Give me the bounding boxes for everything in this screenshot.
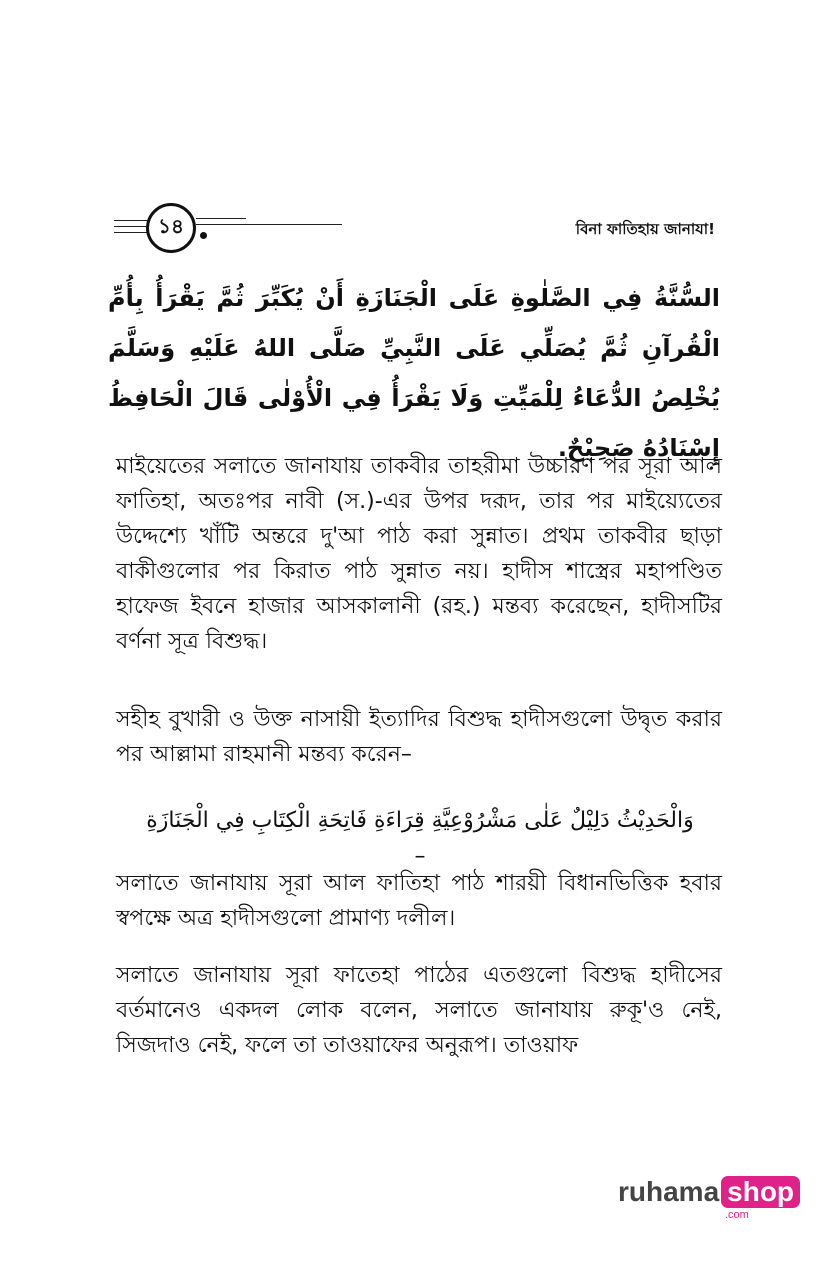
logo-text-com: .com xyxy=(725,1209,749,1221)
page-number: ১৪ xyxy=(158,213,184,238)
page-number-badge xyxy=(146,203,196,253)
arabic-quote: وَالْحَدِيْثُ دَلِيْلٌ عَلٰى مَشْرُوْعِيَّةِ قِرَاءَةِ فَاتِحَةِ الْكِتَابِ فِي الْجَنَازَةِ – xyxy=(146,808,694,869)
logo-text-shop: shop xyxy=(721,1176,800,1208)
arabic-hadith-block: السُّنَّةُ فِي الصَّلٰوةِ عَلَى الْجَنَازَةِ أَنْ يُكَبِّرَ ثُمَّ يَقْرَأُ بِأُمِّ الْقُرآنِ ثُمَّ يُصَلِّي عَلَى النَّبِيِّ صَلَّى اللهُ عَلَيْهِ وَسَلَّمَ يُخْلِصُ الدُّعَاءُ لِلْمَيِّتِ وَلَا يَقْرَأُ فِي الْأُوْلٰى قَالَ الْحَافِظُ إِسْنَادُهُ صَحِيْحٌ. xyxy=(108,284,720,462)
header-dot xyxy=(200,232,207,239)
running-title: বিনা ফাতিহায় জানাযা! xyxy=(575,220,715,238)
header-rule-mid-1 xyxy=(196,218,246,219)
paragraph-4: সলাতে জানাযায় সূরা ফাতেহা পাঠের এতগুলো বিশুদ্ধ হাদীসের বর্তমানেও একদল লোক বলেন, সলাতে জানাযায় রুকূ'ও নেই, সিজদাও নেই, ফলে তা তাওয়াফের অনুরূপ। তাওয়াফ xyxy=(116,963,722,1058)
paragraph-1: মাইয়েতের সলাতে জানাযায় তাকবীর তাহরীমা উচ্চারণ পর সূরা আল ফাতিহা, অতঃপর নাবী (স.)-এর উপর দরূদ, তার পর মাইয়্যেতের উদ্দেশ্যে খাঁটি অন্তরে দু'আ পাঠ করা সুন্নাত। প্রথম তাকবীর ছাড়া বাকীগুলোর পর কিরাত পাঠ সুন্নাত নয়। হাদীস শাস্ত্রের মহাপণ্ডিত হাফেজ ইবনে হাজার আসকালানী (রহ.) মন্তব্য করেছেন, হাদীসটির বর্ণনা সূত্র বিশুদ্ধ। xyxy=(116,454,722,654)
paragraph-2: সহীহ বুখারী ও উক্ত নাসায়ী ইত্যাদির বিশুদ্ধ হাদীসগুলো উদ্বৃত করার পর আল্লামা রাহমানী মন্তব্য করেন– xyxy=(116,707,722,767)
ruhamashop-logo xyxy=(618,1176,800,1208)
logo-text-ruhama: ruhama xyxy=(618,1176,720,1207)
header-rule-mid-2 xyxy=(196,224,342,225)
paragraph-3: সলাতে জানাযায় সূরা আল ফাতিহা পাঠ শারয়ী বিধানভিত্তিক হবার স্বপক্ষে অত্র হাদীসগুলো প্রামাণ্য দলীল। xyxy=(116,871,722,931)
